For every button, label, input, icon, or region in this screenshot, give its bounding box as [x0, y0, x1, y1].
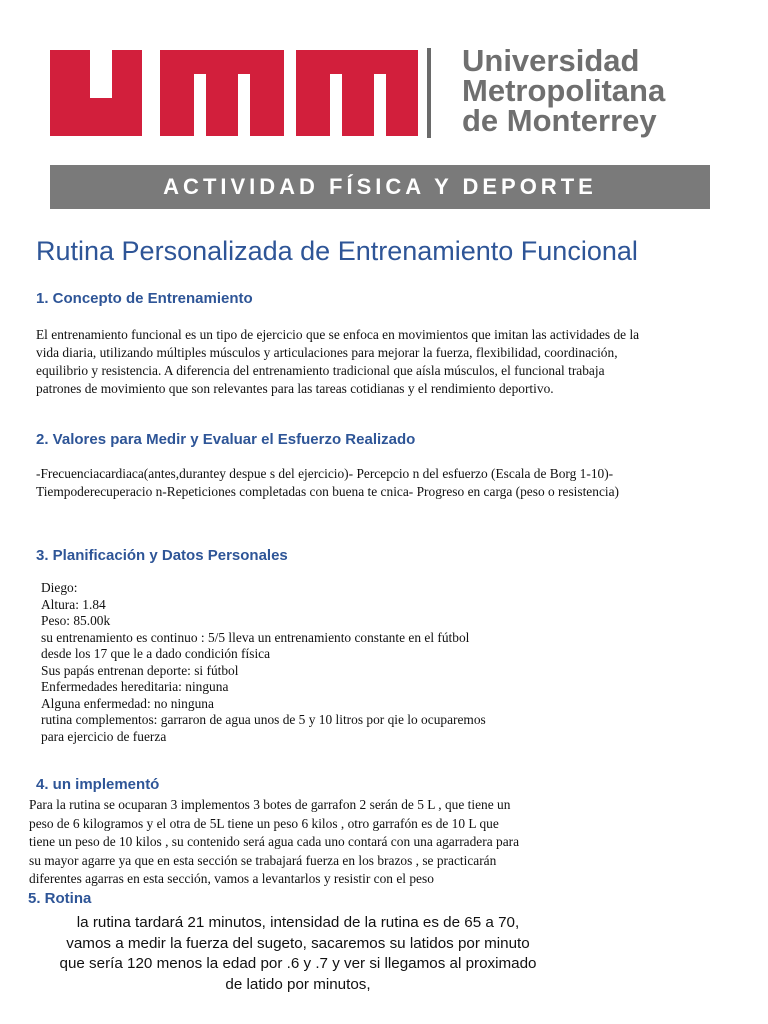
concept-line: patrones de movimiento que son relevantes para las tareas cotidianas y el rendimiento deportivo. [36, 381, 554, 396]
concept-line: El entrenamiento funcional es un tipo de ejercicio que se enfoca en movimientos que imitan las actividades de la [36, 327, 640, 342]
personal-data-line: su entrenamiento es continuo : 5/5 lleva un entrenamiento constante en el fútbol [41, 629, 470, 645]
personal-data-line: rutina complementos: garraron de agua unos de 5 y 10 litros por qie lo ocuparemos [41, 712, 486, 727]
personal-data-line: Enfermedades hereditaria: ninguna [41, 679, 229, 694]
routine-paragraph [20, 913, 576, 995]
implement-line: peso de 6 kilogramos y el otra de 5L tiene un peso 6 kilos , otro garrafón es de 10 L que [29, 815, 499, 831]
document-title: Rutina Personalizada de Entrenamiento Funcional [36, 236, 638, 266]
implement-line: Para la rutina se ocuparan 3 implementos 3 botes de garrafon 2 serán de 5 L , que tiene un [29, 797, 511, 812]
routine-line: la rutina tardará 21 minutos, intensidad de la rutina es de 65 a 70, [76, 914, 520, 931]
routine-line: de latido por minutos, [225, 975, 371, 993]
university-line-2: Metropolitana [462, 73, 666, 108]
personal-data-line: Diego: [41, 580, 78, 595]
routine-line: vamos a medir la fuerza del sugeto, sacaremos su latidos por minuto [66, 934, 530, 952]
section-heading-values: 2. Valores para Medir y Evaluar el Esfuerzo Realizado [36, 431, 416, 448]
section-heading-concept: 1. Concepto de Entrenamiento [36, 290, 253, 307]
concept-line: equilibrio y resistencia. A diferencia del entrenamiento tradicional que aísla músculos, el funcional trabaja [36, 363, 605, 378]
personal-data-line: desde los 17 que le a dado condición física [41, 646, 271, 661]
logo-divider [427, 48, 431, 138]
personal-data-line: para ejercicio de fuerza [41, 728, 167, 744]
personal-data-line: Peso: 85.00k [41, 613, 111, 628]
concept-paragraph [36, 326, 639, 398]
routine-line: que sería 120 menos la edad por .6 y .7 y ver si llegamos al proximado [59, 955, 537, 972]
university-name [462, 43, 762, 138]
implement-line: tiene un peso de 10 kilos , su contenido será agua cada uno contará con una agarradera para [29, 834, 520, 849]
department-banner: ACTIVIDAD FÍSICA Y DEPORTE [50, 165, 710, 209]
implement-line: su mayor agarre ya que en esta sección se trabajará fuerza en los brazos , se practicarán [29, 852, 497, 868]
personal-data-line: Altura: 1.84 [41, 596, 106, 612]
section-heading-implement: 4. un implementó [36, 776, 160, 793]
section-heading-routine: 5. Rotina [28, 890, 92, 907]
umm-logo [50, 50, 418, 136]
university-line-3: de Monterrey [462, 103, 657, 138]
values-line: Tiempoderecuperacio n-Repeticiones completadas con buena te cnica- Progreso en carga (peso o resistencia) [36, 484, 620, 499]
implement-paragraph [29, 796, 519, 889]
concept-line: vida diaria, utilizando múltiples músculos y articulaciones para mejorar la fuerza, flexibilidad, coordinación, [36, 345, 618, 360]
section-heading-planning: 3. Planificación y Datos Personales [36, 547, 288, 564]
personal-data-line: Sus papás entrenan deporte: si fútbol [41, 662, 239, 678]
implement-line: diferentes agarras en esta sección, vamos a levantarlos y resistir con el peso [29, 871, 434, 886]
values-paragraph [36, 465, 619, 501]
university-line-1: Universidad [462, 43, 640, 78]
values-line: -Frecuenciacardiaca(antes,durantey despue s del ejercicio)- Percepcio n del esfuerzo (Escala de Borg 1-10)- [36, 466, 614, 481]
personal-data-list [41, 580, 486, 745]
personal-data-line: Alguna enfermedad: no ninguna [41, 695, 214, 711]
